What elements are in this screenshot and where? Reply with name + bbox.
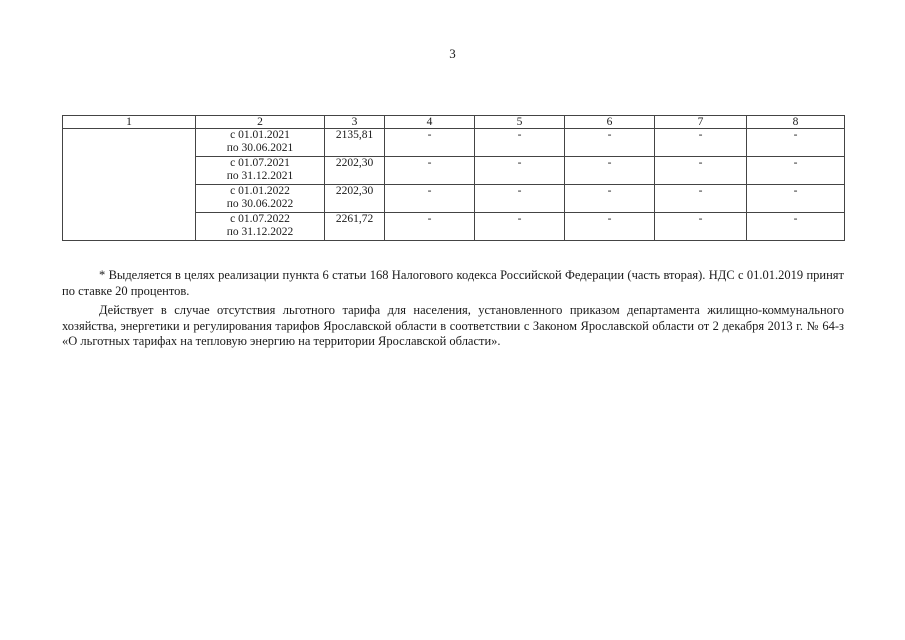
column-header: 3 xyxy=(325,116,385,129)
column-header: 7 xyxy=(655,116,747,129)
dash-cell: - xyxy=(385,129,475,157)
period-from: с 01.01.2021 xyxy=(230,129,290,141)
dash-cell: - xyxy=(655,129,747,157)
empty-merged-cell xyxy=(63,129,196,241)
dash-cell: - xyxy=(475,185,565,213)
dash-cell: - xyxy=(385,213,475,241)
dash-cell: - xyxy=(385,185,475,213)
period-to: по 31.12.2022 xyxy=(226,226,294,238)
table-row xyxy=(63,129,845,157)
dash-cell: - xyxy=(565,157,655,185)
dash-cell: - xyxy=(565,213,655,241)
period-cell xyxy=(196,157,325,185)
dash-cell: - xyxy=(747,185,845,213)
period-to: по 31.12.2021 xyxy=(226,170,294,182)
dash-cell: - xyxy=(655,185,747,213)
tariff-value: 2261,72 xyxy=(325,213,385,241)
dash-cell: - xyxy=(565,185,655,213)
tariff-value: 2202,30 xyxy=(325,185,385,213)
period-cell xyxy=(196,213,325,241)
dash-cell: - xyxy=(747,129,845,157)
period-from: с 01.01.2022 xyxy=(230,185,290,197)
column-header: 5 xyxy=(475,116,565,129)
period-to: по 30.06.2022 xyxy=(226,198,294,210)
dash-cell: - xyxy=(747,157,845,185)
period-from: с 01.07.2021 xyxy=(230,157,290,169)
dash-cell: - xyxy=(747,213,845,241)
page-number: 3 xyxy=(449,46,456,61)
column-header: 4 xyxy=(385,116,475,129)
tariff-value: 2135,81 xyxy=(325,129,385,157)
column-header: 8 xyxy=(747,116,845,129)
dash-cell: - xyxy=(565,129,655,157)
column-header: 6 xyxy=(565,116,655,129)
dash-cell: - xyxy=(655,157,747,185)
tariff-table xyxy=(62,115,845,241)
footnote-preferential-tariff: Действует в случае отсутствия льготного тарифа для населения, установленного приказом департамента жилищно-коммунального хозяйства, энергетики и регулирования тарифов Ярославской области в соответствии с Законом Ярославской области от 2 декабря 2013 г. № 64-з «О льготных тарифах на тепловую энергию на территории Ярославской области». xyxy=(62,303,844,348)
dash-cell: - xyxy=(655,213,747,241)
column-header: 1 xyxy=(63,116,196,129)
period-from: с 01.07.2022 xyxy=(230,213,290,225)
dash-cell: - xyxy=(475,213,565,241)
footnote-vat: * Выделяется в целях реализации пункта 6 статьи 168 Налогового кодекса Российской Федерации (часть вторая). НДС с 01.01.2019 принят по ставке 20 процентов. xyxy=(62,268,844,298)
period-to: по 30.06.2021 xyxy=(226,142,294,154)
column-header: 2 xyxy=(196,116,325,129)
period-cell xyxy=(196,129,325,157)
dash-cell: - xyxy=(475,157,565,185)
dash-cell: - xyxy=(475,129,565,157)
table-header-row xyxy=(63,116,845,129)
tariff-value: 2202,30 xyxy=(325,157,385,185)
dash-cell: - xyxy=(385,157,475,185)
period-cell xyxy=(196,185,325,213)
footnotes xyxy=(62,268,844,354)
